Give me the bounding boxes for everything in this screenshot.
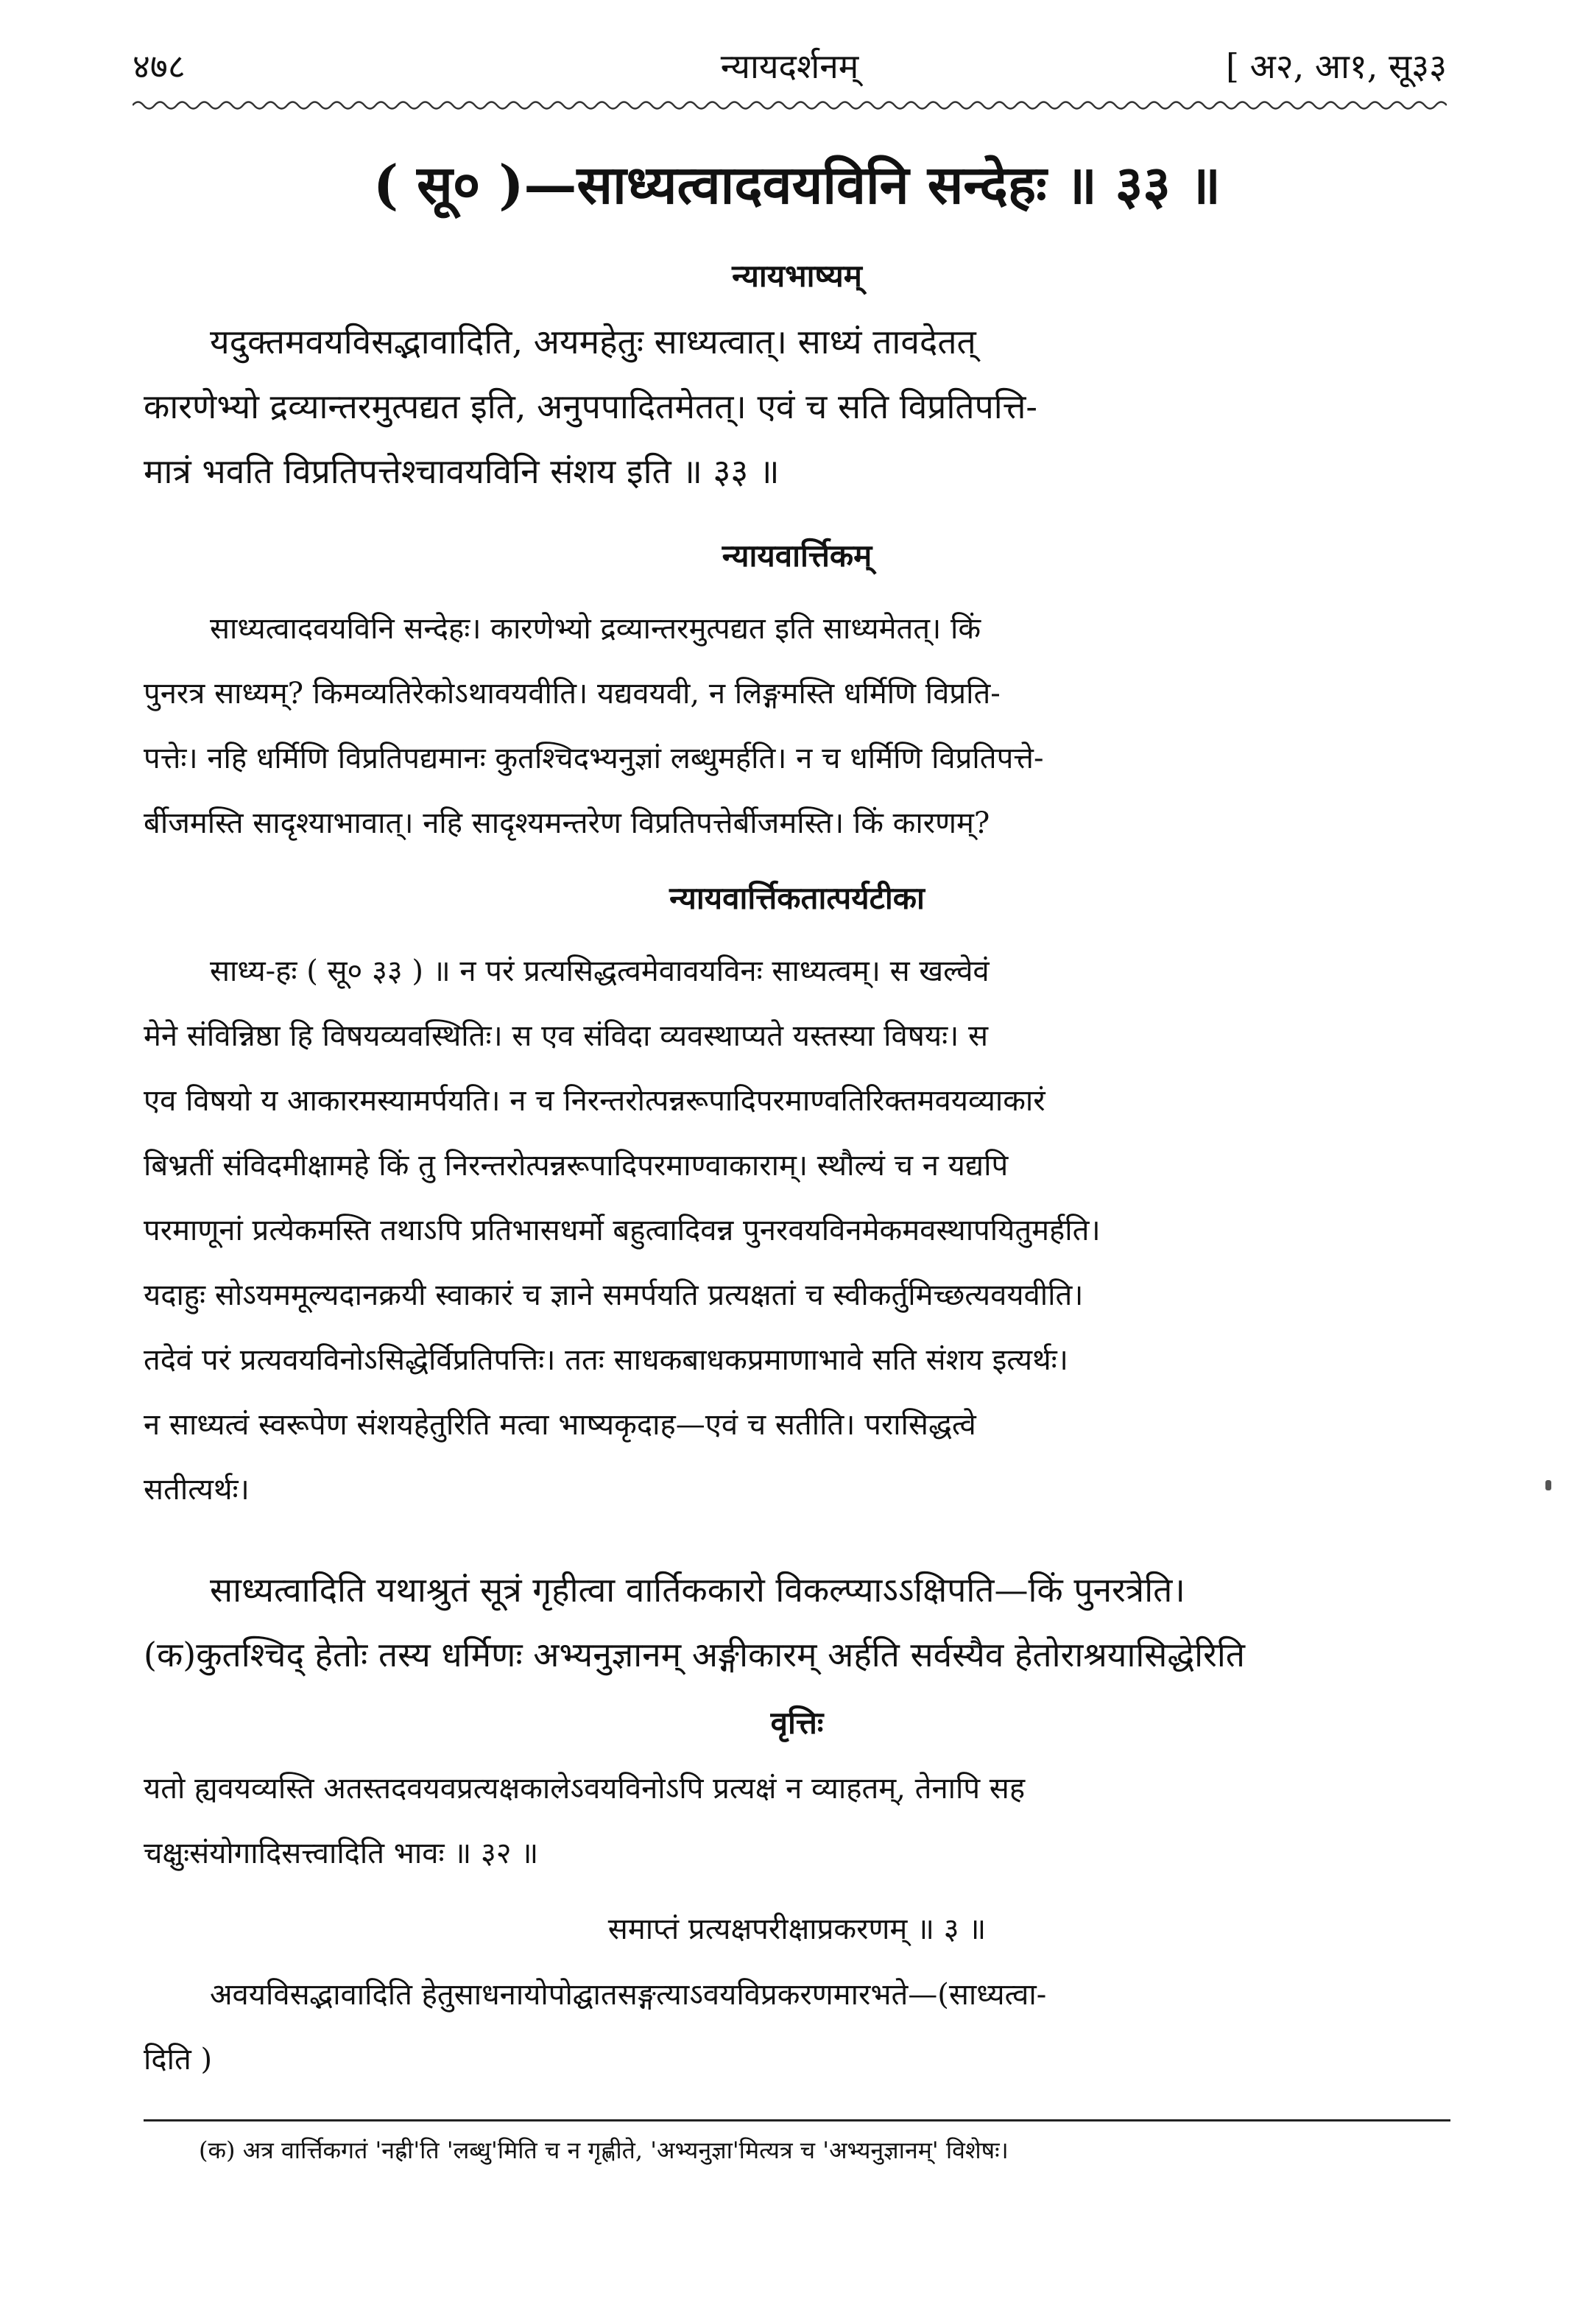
vritti-continuation	[144, 1962, 1458, 2092]
margin-speck	[1545, 1480, 1551, 1490]
section-closing: समाप्तं प्रत्यक्षपरीक्षाप्रकरणम् ॥ ३ ॥	[607, 1912, 987, 1946]
heading-tatparya-tika: न्यायवार्त्तिकतात्पर्यटीका	[669, 880, 925, 916]
text-line: परमाणूनां प्रत्येकमस्ति तथाऽपि प्रतिभासधर्मो बहुत्वादिवन्न पुनरवयविनमेकमवस्थापयितुमर्हति।	[144, 1214, 1101, 1247]
heading-vritti: वृत्तिः	[770, 1705, 824, 1741]
heading-nyaya-varttika: न्यायवार्त्तिकम्	[722, 538, 872, 574]
sutra-heading: ( सू० )—साध्यत्वादवयविनि सन्देहः ॥ ३३ ॥	[373, 153, 1221, 216]
text-line: र्बीजमस्ति सादृश्याभावात्। नहि सादृश्यमन्तरेण विप्रतिपत्तेर्बीजमस्ति। किं कारणम्?	[144, 806, 990, 840]
text-line: मेने संविन्निष्ठा हि विषयव्यवस्थितिः। स एव संविदा व्यवस्थाप्यते यस्तस्या विषयः। स	[144, 1019, 989, 1053]
text-line: न साध्यत्वं स्वरूपेण संशयहेतुरिति मत्वा भाष्यकृदाह—एवं च सतीति। परासिद्धत्वे	[144, 1408, 976, 1442]
text-line: दिति )	[144, 2043, 213, 2077]
text-line: यदाहुः सोऽयममूल्यदानक्रयी स्वाकारं च ज्ञाने समर्पयति प्रत्यक्षतां च स्वीकर्तुमिच्छत्यवयवीति।	[144, 1278, 1084, 1312]
varttika-text	[144, 596, 1458, 856]
tika-text	[144, 939, 1458, 1522]
text-line: यतो ह्यवयव्यस्ति अतस्तदवयवप्रत्यक्षकालेऽवयविनोऽपि प्रत्यक्षं न व्याहतम्, तेनापि सह	[144, 1772, 1026, 1806]
chapter-reference: [ अ२, आ१, सू३३	[1226, 46, 1447, 86]
running-title: न्यायदर्शनम्	[720, 46, 859, 86]
vritti-text	[144, 1756, 1458, 1886]
text-line: यदुक्तमवयविसद्भावादिति, अयमहेतुः साध्यत्वात्। साध्यं तावदेतत्	[210, 322, 976, 362]
text-line: साध्यत्वादवयविनि सन्देहः। कारणेभ्यो द्रव्यान्तरमुत्पद्यत इति साध्यमेतत्। किं	[210, 612, 981, 646]
header-wavy-rule	[133, 97, 1447, 113]
heading-nyaya-bhashya: न्यायभाष्यम्	[732, 258, 862, 294]
text-line: सतीत्यर्थः।	[144, 1473, 250, 1507]
tika-commentary	[144, 1557, 1458, 1687]
text-line: कारणेभ्यो द्रव्यान्तरमुत्पद्यत इति, अनुपपादितमेतत्। एवं च सति विप्रतिपत्ति-	[144, 387, 1037, 426]
text-line: पत्तेः। नहि धर्मिणि विप्रतिपद्यमानः कुतश्चिदभ्यनुज्ञां लब्धुमर्हति। न च धर्मिणि विप्रतिपत्ते-	[144, 742, 1044, 775]
text-line: चक्षुःसंयोगादिसत्त्वादिति भावः ॥ ३२ ॥	[144, 1837, 539, 1870]
text-line: तदेवं परं प्रत्यवयविनोऽसिद्धेर्विप्रतिपत्तिः। ततः साधकबाधकप्रमाणाभावे सति संशय इत्यर्थः।	[144, 1343, 1068, 1377]
text-line: एव विषयो य आकारमस्यामर्पयति। न च निरन्तरोत्पन्नरूपादिपरमाण्वतिरिक्तमवयव्याकारं	[144, 1084, 1045, 1118]
page-number: ४७८	[133, 46, 186, 86]
bhashya-text	[144, 309, 1458, 504]
footnote: (क) अत्र वार्त्तिकगतं 'नह्री'ति 'लब्धु'मिति च न गृह्णीते, 'अभ्यनुज्ञा'मित्यत्र च 'अभ्यनुज्ञानम्' विशेषः।	[199, 2136, 1009, 2164]
text-line: अवयविसद्भावादिति हेतुसाधनायोपोद्घातसङ्गत्याऽवयविप्रकरणमारभते—(साध्यत्वा-	[210, 1978, 1047, 2012]
text-line: (क)कुतश्चिद् हेतोः तस्य धर्मिणः अभ्यनुज्ञानम् अङ्गीकारम् अर्हति सर्वस्यैव हेतोराश्रयासिद्धेरिति	[144, 1635, 1246, 1675]
text-line: पुनरत्र साध्यम्? किमव्यतिरेकोऽथावयवीति। यद्यवयवी, न लिङ्गमस्ति धर्मिणि विप्रति-	[144, 677, 1001, 711]
running-header	[133, 43, 1447, 94]
text-line: साध्यत्वादिति यथाश्रुतं सूत्रं गृहीत्वा वार्तिककारो विकल्प्याऽऽक्षिपति—किं पुनरत्रेति।	[210, 1570, 1185, 1610]
text-line: बिभ्रतीं संविदमीक्षामहे किं तु निरन्तरोत्पन्नरूपादिपरमाण्वाकाराम्। स्थौल्यं च न यद्यपि	[144, 1149, 1009, 1183]
text-line: मात्रं भवति विप्रतिपत्तेश्चावयविनि संशय इति ॥ ३३ ॥	[144, 451, 780, 491]
footnote-rule	[144, 2119, 1450, 2121]
text-line: साध्य-हः ( सू० ३३ ) ॥ न परं प्रत्यसिद्धत्वमेवावयविनः साध्यत्वम्। स खल्वेवं	[210, 954, 990, 988]
